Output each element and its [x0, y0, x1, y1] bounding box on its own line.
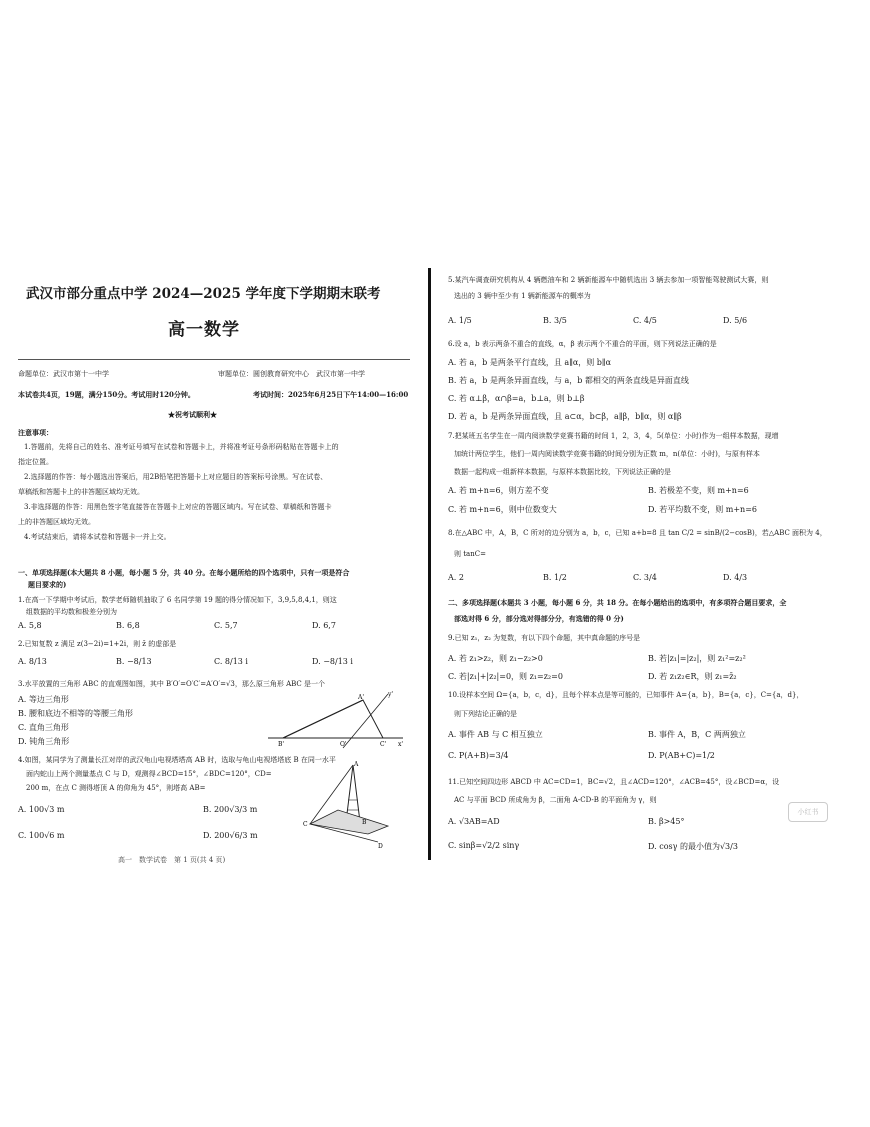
proposer: 命题单位：武汉市第十一中学 — [18, 370, 109, 378]
question-2: 2.已知复数 z 满足 z(3−2i)=1+2i，则 z̄ 的虚部是 — [18, 640, 177, 648]
q10-option-a: A. 事件 AB 与 C 相互独立 — [448, 730, 543, 739]
svg-text:A': A' — [358, 694, 364, 701]
q11-option-a: A. √3AB=AD — [448, 817, 500, 826]
svg-text:B': B' — [278, 741, 285, 748]
q7-option-c: C. 若 m+n=6，则中位数变大 — [448, 505, 557, 514]
question-6: 6.设 a，b 表示两条不重合的直线，α，β 表示两个不重合的平面，则下列说法正确的是 — [448, 340, 717, 348]
question-3: 3.水平放置的三角形 ABC 的直观图如图，其中 B′O′=O′C′=A′O′=√3，那么原三角形 ABC 是一个 — [18, 680, 325, 688]
svg-text:C: C — [303, 821, 308, 828]
question-7-cont: 加统计两位学生，他们一周内阅读数学竞赛书籍的时间分别为正数 m，n(单位：小时)，与原有样本 — [454, 450, 760, 458]
q1-option-c: C. 5,7 — [214, 621, 238, 630]
q8-option-c: C. 3/4 — [633, 573, 657, 582]
left-exam-page — [18, 265, 418, 865]
question-9: 9.已知 z₁，z₂ 为复数，有以下四个命题，其中真命题的序号是 — [448, 634, 641, 642]
q4-option-d: D. 200√6/3 m — [203, 831, 258, 840]
notes-heading: 注意事项： — [18, 428, 53, 437]
note-line: 4.考试结束后，请将本试卷和答题卡一并上交。 — [24, 533, 171, 541]
svg-text:A: A — [354, 761, 359, 768]
question-11-cont: AC 与平面 BCD 所成角为 β，二面角 A-CD-B 的平面角为 γ，则 — [454, 796, 657, 804]
q1-option-b: B. 6,8 — [116, 621, 140, 630]
section-single-choice: 一、单项选择题(本大题共 8 小题，每小题 5 分，共 40 分。在每小题所给的四个选项中，只有一项是符合 — [18, 568, 350, 577]
q5-option-c: C. 4/5 — [633, 316, 657, 325]
note-line: 草稿纸和答题卡上的非答题区域均无效。 — [18, 488, 144, 496]
q9-option-b: B. 若|z₁|=|z₂|，则 z₁²=z₂² — [648, 654, 746, 663]
question-7: 7.把某班五名学生在一周内阅读数学竞赛书籍的时间 1，2，3，4，5(单位：小时)作为一组样本数据，现增 — [448, 432, 779, 440]
note-line: 3.非选择题的作答：用黑色签字笔直接答在答题卡上对应的答题区域内。写在试卷、草稿纸和答题卡 — [24, 503, 332, 511]
q9-option-c: C. 若|z₁|+|z₂|=0，则 z₁=z₂=0 — [448, 672, 563, 681]
section-multi-choice: 二、多项选择题(本题共 3 小题，每小题 6 分，共 18 分。在每小题给出的选项中，有多项符合题目要求，全 — [448, 598, 787, 607]
right-exam-page — [448, 265, 848, 865]
q6-option-a: A. 若 a，b 是两条平行直线，且 a∥α，则 b∥α — [448, 358, 612, 367]
exam-meta: 本试卷共4页，19题，满分150分。考试用时120分钟。 — [18, 390, 195, 399]
q2-option-a: A. 8/13 — [18, 657, 47, 666]
q6-option-c: C. 若 α⊥β，α∩β=a，b⊥a，则 b⊥β — [448, 394, 585, 403]
q8-option-d: D. 4/3 — [723, 573, 748, 582]
svg-text:D: D — [378, 843, 383, 850]
question-10-cont: 则下列结论正确的是 — [454, 710, 517, 718]
q7-option-d: D. 若平均数不变，则 m+n=6 — [648, 505, 757, 514]
q10-option-b: B. 事件 A，B，C 两两独立 — [648, 730, 746, 739]
q3-option-a: A. 等边三角形 — [18, 695, 69, 704]
question-10: 10.设样本空间 Ω={a，b，c，d}，且每个样本点是等可能的，已知事件 A={a，b}，B={a，c}，C={a，d}， — [448, 691, 804, 699]
q1-option-a: A. 5,8 — [18, 621, 42, 630]
q2-option-b: B. −8/13 — [116, 657, 152, 666]
question-11: 11.已知空间四边形 ABCD 中 AC=CD=1，BC=√2，且∠ACD=120°，∠ACB=45°，设∠BCD=α，设 — [448, 778, 780, 786]
q9-option-d: D. 若 z₁z₂∈R，则 z₁=z̄₂ — [648, 672, 737, 681]
note-line: 指定位置。 — [18, 458, 53, 466]
q5-option-d: D. 5/6 — [723, 316, 748, 325]
q2-option-c: C. 8/13 i — [214, 657, 248, 666]
good-luck: ★祝考试顺利★ — [168, 410, 217, 419]
q7-option-b: B. 若极差不变，则 m+n=6 — [648, 486, 749, 495]
exam-title: 武汉市部分重点中学 2024—2025 学年度下学期期末联考 — [26, 286, 381, 302]
q3-option-b: B. 腰和底边不相等的等腰三角形 — [18, 709, 133, 718]
q1-option-d: D. 6,7 — [312, 621, 336, 630]
page-footer: 高一 数学试卷 第 1 页(共 4 页) — [118, 856, 226, 864]
q7-option-a: A. 若 m+n=6，则方差不变 — [448, 486, 549, 495]
question-4: 4.如图，某同学为了测量长江对岸的武汉龟山电视塔塔高 AB 时，选取与龟山电视塔塔底 B 在同一水平 — [18, 756, 336, 764]
question-4-cont: 面内蛇山上两个测量基点 C 与 D，观测得∠BCD=15°，∠BDC=120°，CD= — [26, 770, 272, 778]
question-5: 5.某汽车调查研究机构从 4 辆燃油车和 2 辆新能源车中随机选出 3 辆去参加一项智能驾驶测试大赛，则 — [448, 276, 769, 284]
q8-option-a: A. 2 — [448, 573, 464, 582]
question-8-cont: 则 tanC= — [454, 550, 486, 558]
q10-option-d: D. P(AB+C)=1/2 — [648, 751, 715, 760]
q3-option-d: D. 钝角三角形 — [18, 737, 70, 746]
q8-option-b: B. 1/2 — [543, 573, 567, 582]
header-rule — [18, 359, 410, 360]
q11-option-c: C. sinβ=√2/2 sinγ — [448, 841, 520, 850]
q6-option-d: D. 若 a，b 是两条异面直线，且 a⊂α，b⊂β，a∥β，b∥α，则 α∥β — [448, 412, 682, 421]
q2-option-d: D. −8/13 i — [312, 657, 353, 666]
page-divider — [428, 268, 431, 860]
q5-option-b: B. 3/5 — [543, 316, 567, 325]
svg-text:C': C' — [380, 741, 387, 748]
q10-option-c: C. P(A+B)=3/4 — [448, 751, 509, 760]
svg-text:B: B — [362, 819, 367, 826]
subject-title: 高一数学 — [168, 320, 240, 340]
svg-text:O': O' — [340, 741, 347, 748]
note-line: 1.答题前，先将自己的姓名、准考证号填写在试卷和答题卡上，并将准考证号条形码粘贴在答题卡上的 — [24, 443, 339, 451]
note-line: 上的非答题区域均无效。 — [18, 518, 95, 526]
svg-text:x': x' — [398, 741, 404, 748]
question-7-cont: 数据一起构成一组新样本数据，与原样本数据比较，下列说法正确的是 — [454, 468, 671, 476]
question-1-cont: 组数据的平均数和极差分别为 — [26, 608, 117, 616]
svg-text:y': y' — [388, 691, 394, 698]
q5-option-a: A. 1/5 — [448, 316, 472, 325]
q11-option-b: B. β>45° — [648, 817, 685, 826]
q6-option-b: B. 若 a，b 是两条异面直线，与 a，b 都相交的两条直线是异面直线 — [448, 376, 689, 385]
q4-option-b: B. 200√3/3 m — [203, 805, 258, 814]
reviewer: 审题单位：圆创教育研究中心 武汉市第一中学 — [218, 370, 365, 378]
q3-option-c: C. 直角三角形 — [18, 723, 69, 732]
q4-option-a: A. 100√3 m — [18, 805, 65, 814]
note-line: 2.选择题的作答：每小题选出答案后，用2B铅笔把答题卡上对应题目的答案标号涂黑。写在试卷、 — [24, 473, 328, 481]
question-8: 8.在△ABC 中，A，B，C 所对的边分别为 a，b，c，已知 a+b=8 且 tan C/2 = sinB/(2−cosB)，若△ABC 面积为 4， — [448, 529, 827, 537]
question-4-cont: 200 m，在点 C 测得塔顶 A 的仰角为 45°，则塔高 AB= — [26, 784, 206, 792]
oblique-triangle-figure — [268, 690, 408, 750]
watermark-logo: 小红书 — [788, 802, 828, 822]
question-1: 1.在高一下学期中考试后，数学老师随机抽取了 6 名同学第 19 题的得分情况如下，3,9,5,8,4,1，则这 — [18, 596, 337, 604]
section-single-choice-cont: 题目要求的) — [28, 580, 67, 589]
exam-time: 考试时间：2025年6月25日下午14:00—16:00 — [253, 390, 409, 399]
question-5-cont: 选出的 3 辆中至少有 1 辆新能源车的概率为 — [454, 292, 591, 300]
section-multi-choice-cont: 部选对得 6 分，部分选对得部分分，有选错的得 0 分) — [454, 614, 624, 623]
tower-figure — [298, 760, 393, 850]
q11-option-d: D. cosγ 的最小值为√3/3 — [648, 842, 738, 851]
q4-option-c: C. 100√6 m — [18, 831, 65, 840]
q9-option-a: A. 若 z₁>z₂，则 z₁−z₂>0 — [448, 654, 543, 663]
